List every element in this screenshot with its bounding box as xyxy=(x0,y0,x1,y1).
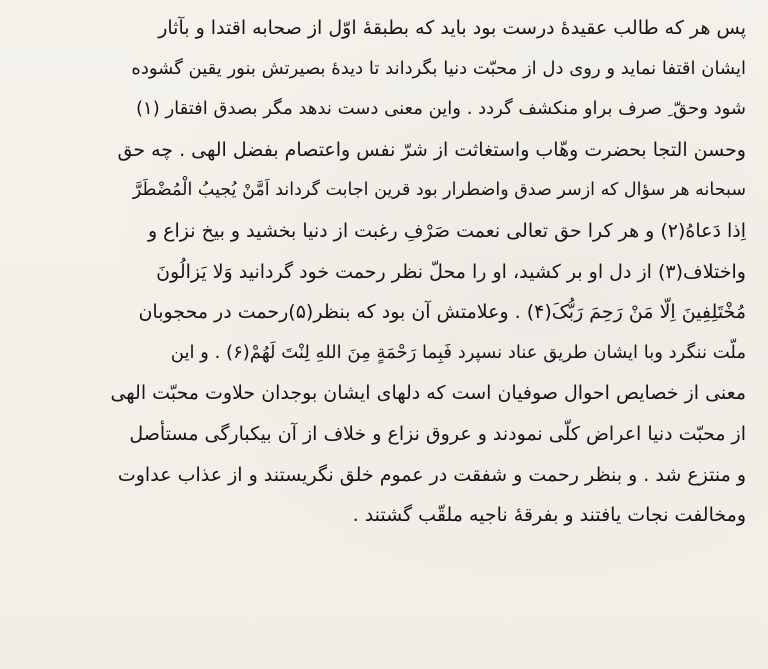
text-line-10: معنی از خصایص احوال صوفیان است که دلهای ایشان بوجدان حلاوت محبّت الهی xyxy=(110,382,746,405)
text-line-4: وحسن التجا بحضرت وهّاب واستغاثت از شرّ نفس واعتصام بفضل الهی . چه حق xyxy=(117,138,746,161)
text-line-9: ملّت ننگرد وبا ایشان طریق عناد نسپرد فَبِما رَحْمَةٍ مِنَ اللهِ لِنْتَ لَهُمْ(۶) . و این xyxy=(170,341,746,363)
text-line-13: ومخالفت نجات یافتند و بفرقهٔ ناجیه ملقّب گشتند . xyxy=(352,504,746,527)
text-line-11: از محبّت دنیا اعراض کلّی نمودند و عروق نزاع و خلاف از آن بیکبارگی مستأصل xyxy=(129,422,746,445)
text-line-8: مُخْتَلِفِینَ اِلّا مَنْ رَحِمَ رَبُّکَ(۴) . وعلامتش آن بود که بنظر(۵)رحمت در محجوبان xyxy=(138,301,746,324)
text-line-6: اِذا دَعاهُ(۲) و هر کرا حق تعالی نعمت صَرْفِ رغبت از دنیا بخشید و بیخ نزاع و xyxy=(147,219,746,242)
text-line-7: واختلاف(۳) از دل او بر کشید، او را محلّ نظر رحمت خود گردانید وَلا یَزالُونَ xyxy=(156,260,746,283)
persian-text-block xyxy=(30,8,746,536)
text-line-3: شود وحقّ ِ صرف براو منکشف گردد . واین معنی دست ندهد مگر بصدق افتقار (۱) xyxy=(136,98,746,120)
text-line-5: سبحانه هر سؤال که ازسر صدق واضطرار بود قرین اجابت گرداند اَمَّنْ یُجیبُ الْمُضْطَرَّ xyxy=(132,180,746,201)
text-line-1: پس هر که طالب عقیدهٔ درست بود باید که بطبقهٔ اوّل از صحابه اقتدا و بآثار xyxy=(158,17,746,39)
text-line-12: و منتزع شد . و بنظر رحمت و شفقت در عموم خلق نگریستند و از عذاب عداوت xyxy=(117,463,746,486)
text-line-2: ایشان اقتفا نماید و روی دل از محبّت دنیا بگرداند تا دیدهٔ بصیرتش بنور یقین گشوده xyxy=(131,57,746,79)
